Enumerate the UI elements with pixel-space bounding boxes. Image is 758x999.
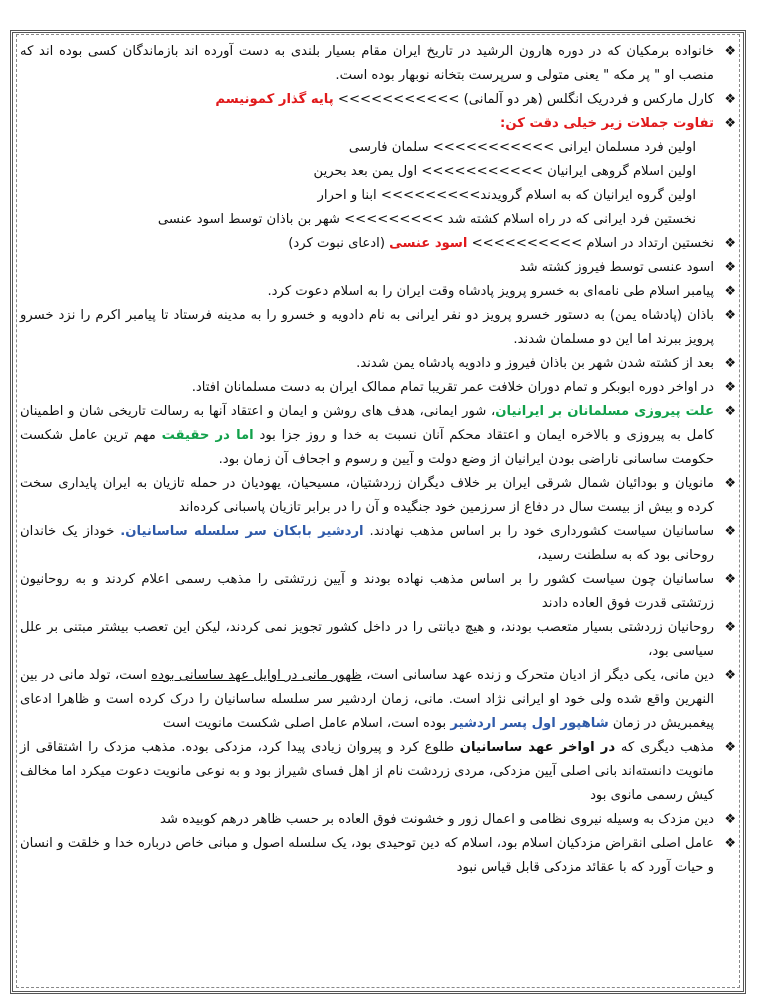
paragraph-text: اسود عنسی توسط فیروز کشته شد <box>519 260 714 275</box>
diamond-cluster-icon: ❖ <box>724 524 736 539</box>
highlighted-text: تفاوت جملات زیر خیلی دقت کن: <box>500 116 714 131</box>
diamond-cluster-icon: ❖ <box>724 620 736 635</box>
paragraph-text: بعد از کشته شدن شهر بن باذان فیروز و دادویه پادشاه یمن شدند. <box>356 356 714 371</box>
diamond-cluster-icon: ❖ <box>724 116 736 131</box>
comparison-line <box>20 184 738 208</box>
paragraph-text: دین مانی، یکی دیگر از ادیان متحرک و زنده عهد ساسانی است، <box>361 668 714 683</box>
bullet-paragraph <box>20 832 738 880</box>
highlighted-text: اردشیر بابکان سر سلسله ساسانیان. <box>120 524 364 539</box>
comparison-line <box>20 160 738 184</box>
bullet-paragraph <box>20 232 738 256</box>
paragraph-text: خانواده برمکیان که در دوره هارون الرشید در تاریخ ایران مقام بسیار بلندی به دست آورده اند بازماندگان کسی بوده اند که منصب او " پر مکه " یعنی متولی و سرپرست بتخانه نوبهار بوده است. <box>20 44 714 83</box>
diamond-cluster-icon: ❖ <box>724 740 736 755</box>
bullet-paragraph <box>20 88 738 112</box>
document-body <box>20 40 738 880</box>
diamond-cluster-icon: ❖ <box>724 404 736 419</box>
bullet-paragraph <box>20 568 738 616</box>
bullet-paragraph <box>20 616 738 664</box>
paragraph-text: طلوع کرد و پیروان زیادی پیدا کرد، مزدکی بوده. مذهب مزدک را اشتقاقی از مانویت دانسته‌اند بانی اصلی آیین مزدکی، مردی زردشت نام از اهل فسای شیراز بود و به نوعی مانویت دعوت میکرد اما مخالف کیش رسمی مانوی بود <box>20 740 714 803</box>
paragraph-text: بوده است، اسلام عامل اصلی شکست مانویت است <box>162 716 451 731</box>
paragraph-text: روحانیان زردشتی بسیار متعصب بودند، و هیچ دیانتی را در داخل کشور تجویز نمی کردند، لیکن این تعصب بیشتر مبتنی بر علل سیاسی بود، <box>20 620 714 659</box>
highlighted-text: شاهپور اول پسر اردشیر <box>450 716 609 731</box>
paragraph-text: نخستین فرد ایرانی که در راه اسلام کشته شد >>>>>>>>> شهر بن باذان توسط اسود عنسی <box>157 212 696 227</box>
diamond-cluster-icon: ❖ <box>724 476 736 491</box>
highlighted-text: در اواخر عهد ساسانیان <box>459 740 616 755</box>
paragraph-text: مهم ترین عامل شکست حکومت ساسانی ناراضی بودن ایرانیان از وضع دولت و آیین و رسوم و اجحاف آن زمان بود. <box>20 428 714 467</box>
paragraph-text: نخستین ارتداد در اسلام >>>>>>>>>> <box>467 236 714 251</box>
bullet-paragraph <box>20 376 738 400</box>
paragraph-text: ، شور ایمانی، هدف های روشن و ایمان و اعتقاد آنها به رسالت تاریخی شان و اطمینان کامل به پیروزی و بالاخره ایمان و اعتقاد محکم آنان نسبت به خدا و روز جزا بود <box>20 404 715 443</box>
diamond-cluster-icon: ❖ <box>724 44 736 59</box>
diamond-cluster-icon: ❖ <box>724 92 736 107</box>
bullet-paragraph <box>20 352 738 376</box>
diamond-cluster-icon: ❖ <box>724 812 736 827</box>
diamond-cluster-icon: ❖ <box>724 236 736 251</box>
bullet-paragraph <box>20 400 738 472</box>
bullet-paragraph <box>20 736 738 808</box>
diamond-cluster-icon: ❖ <box>724 836 736 851</box>
paragraph-text: در اواخر دوره ابوبکر و تمام دوران خلافت عمر تقریبا تمام ممالک ایران به دست مسلمانان افتاد. <box>191 380 714 395</box>
diamond-cluster-icon: ❖ <box>724 572 736 587</box>
paragraph-text: اولین اسلام گروهی ایرانیان >>>>>>>>>>> اول یمن بعد بحرین <box>313 164 696 179</box>
paragraph-text: اولین گروه ایرانیان که به اسلام گرویدند>>>>>>>>> ابنا و احرار <box>317 188 696 203</box>
diamond-cluster-icon: ❖ <box>724 356 736 371</box>
bullet-paragraph <box>20 304 738 352</box>
bullet-paragraph <box>20 256 738 280</box>
paragraph-text: دین مزدک به وسیله نیروی نظامی و اعمال زور و خشونت فوق العاده بر حسب ظاهر درهم کوبیده شد <box>159 812 714 827</box>
highlighted-text: ظهور مانی در اوایل عهد ساسانی بوده <box>151 668 362 683</box>
paragraph-text: (ادعای نبوت کرد) <box>288 236 390 251</box>
bullet-paragraph <box>20 520 738 568</box>
paragraph-text: کارل مارکس و فردریک انگلس (هر دو آلمانی) >>>>>>>>>>> <box>333 92 714 107</box>
bullet-paragraph <box>20 808 738 832</box>
bullet-paragraph <box>20 472 738 520</box>
paragraph-text: ساسانیان سیاست کشورداری خود را بر اساس مذهب نهادند. <box>363 524 715 539</box>
highlighted-text: اما در حقیقت <box>161 428 254 443</box>
comparison-line <box>20 136 738 160</box>
paragraph-text: عامل اصلی انقراض مزدکیان اسلام بود، اسلام که دین توحیدی بود، یک سلسله اصول و مبانی خاص درباره خدا و خلقت و انسان و حیات آورد که با عقائد مزدکی قابل قیاس نبود <box>20 836 714 875</box>
paragraph-text: پیامبر اسلام طی نامه‌ای به خسرو پرویز پادشاه وقت ایران را به اسلام دعوت کرد. <box>267 284 714 299</box>
paragraph-text: اولین فرد مسلمان ایرانی >>>>>>>>>>> سلمان فارسی <box>348 140 696 155</box>
bullet-paragraph <box>20 40 738 88</box>
paragraph-text: خوداز یک خاندان روحانی بود که به سلطنت رسید، <box>20 524 714 563</box>
diamond-cluster-icon: ❖ <box>724 308 736 323</box>
diamond-cluster-icon: ❖ <box>724 380 736 395</box>
paragraph-text: است، تولد مانی در بین النهرین واقع شده ولی خود او ایرانی نژاد است. مانی، زمان اردشیر سر سلسله ساسانیان را درک کرده است و ظاهرا ادعای پیغمبریش در زمان <box>20 668 714 731</box>
highlighted-text: اسود عنسی <box>389 236 468 251</box>
highlighted-text: علت پیروزی مسلمانان بر ایرانیان <box>495 404 714 419</box>
paragraph-text: باذان (پادشاه یمن) به دستور خسرو پرویز دو نفر ایرانی به نام دادویه و خسرو را به مدینه فرستاد تا پیامبر اکرم را نزد خسرو پرویز ببرند اما این دو مسلمان شدند. <box>20 308 714 347</box>
highlighted-text: پایه گذار کمونیسم <box>215 92 334 107</box>
diamond-cluster-icon: ❖ <box>724 260 736 275</box>
paragraph-text: مذهب دیگری که <box>615 740 714 755</box>
comparison-line <box>20 208 738 232</box>
bullet-paragraph <box>20 280 738 304</box>
bullet-paragraph <box>20 664 738 736</box>
diamond-cluster-icon: ❖ <box>724 284 736 299</box>
diamond-cluster-icon: ❖ <box>724 668 736 683</box>
bullet-paragraph <box>20 112 738 136</box>
paragraph-text: مانویان و بودائیان شمال شرقی ایران بر خلاف دیگران زردشتیان، مسیحیان، یهودیان در حمله تازیان به ایران پایداری سخت کرده و بیش از بیست سال در دفاع از سرزمین خود جنگیده و آن را در برابر تازیان پاسبانی کرده‌اند <box>20 476 714 515</box>
paragraph-text: ساسانیان چون سیاست کشور را بر اساس مذهب نهاده بودند و آیین زرتشتی را مذهب رسمی اعلام کردند و به روحانیون زرتشتی قدرت فوق العاده دادند <box>20 572 714 611</box>
